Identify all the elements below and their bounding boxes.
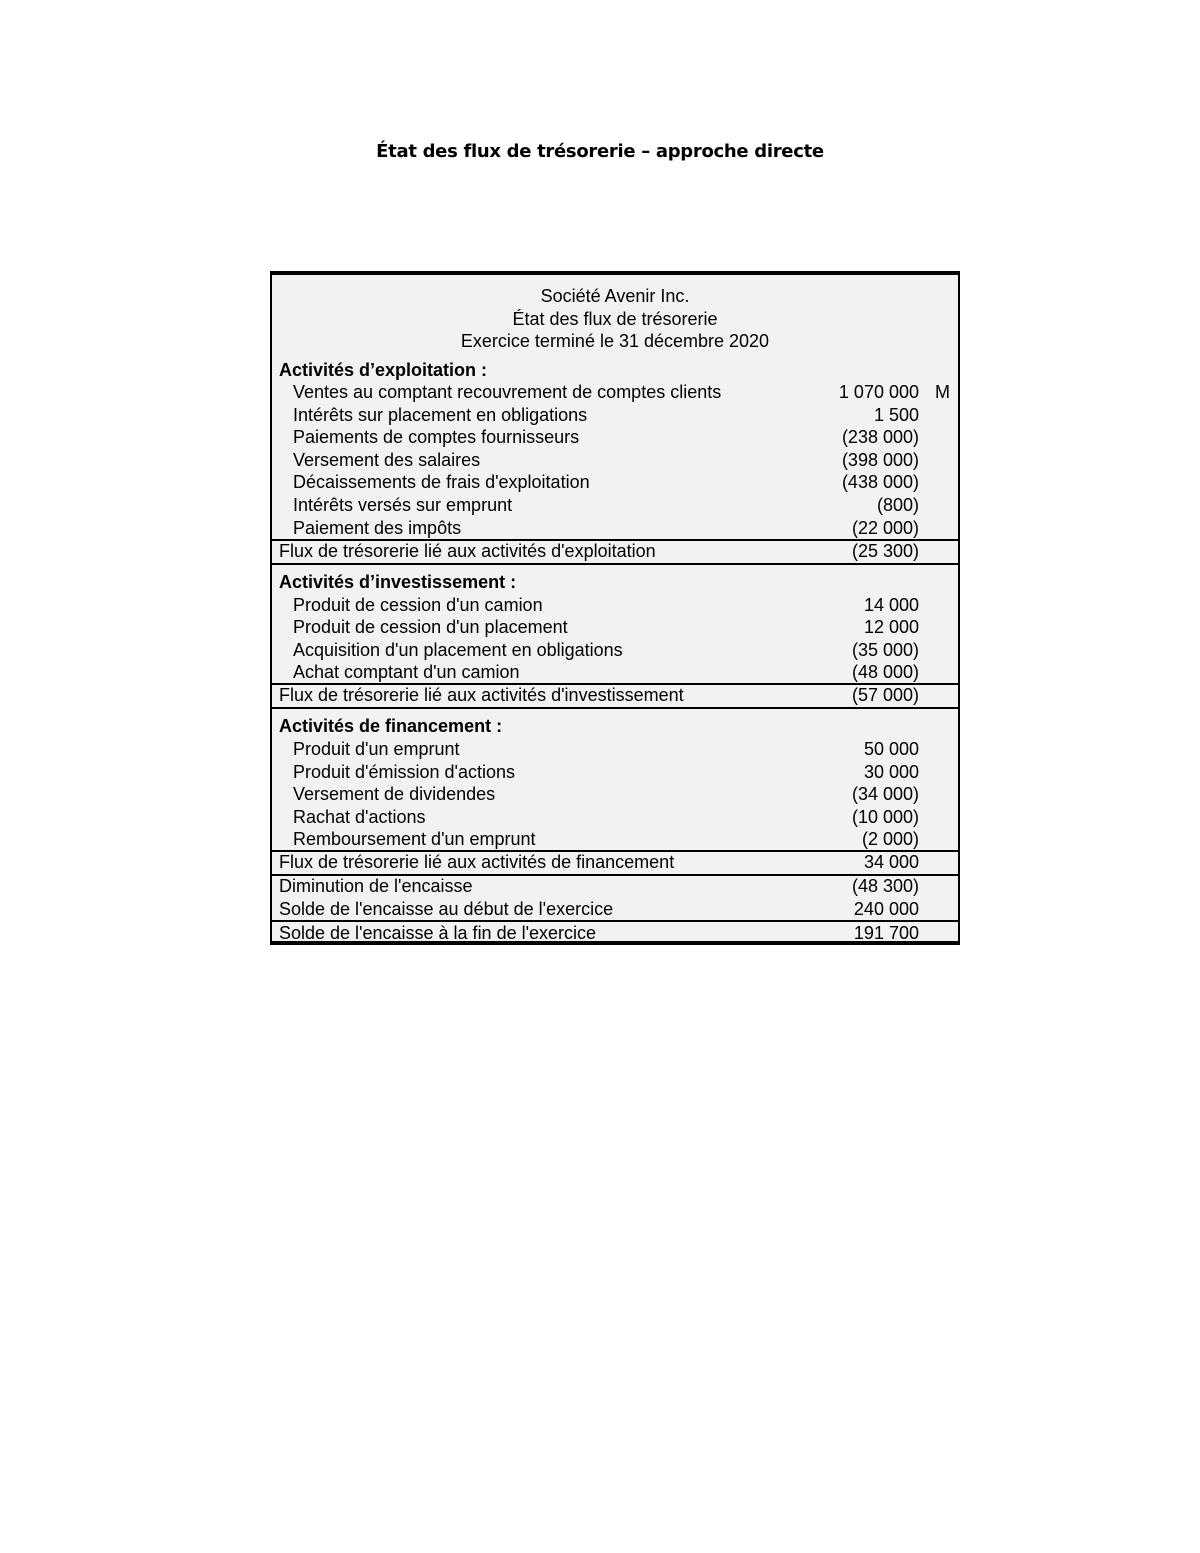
table-row [272,426,958,449]
page-title: État des flux de trésorerie – approche directe [376,141,824,162]
row-label: Remboursement d'un emprunt [293,829,536,849]
table-row [272,738,958,761]
total-row-financement [272,851,958,874]
table-row [272,806,958,829]
row-amount: (22 000) [851,518,919,538]
row-amount: (48 300) [851,876,919,896]
table-row [272,517,958,540]
company-name: Société Avenir Inc. [540,286,690,306]
row-label: Flux de trésorerie lié aux activités d'exploitation [279,541,656,561]
row-label: Produit de cession d'un camion [293,595,543,615]
row-amount: (238 000) [841,427,919,447]
row-amount: (57 000) [851,685,919,705]
row-label: Produit d'émission d'actions [293,762,515,782]
row-amount: (34 000) [851,784,919,804]
row-amount: 30 000 [863,762,919,782]
row-label: Flux de trésorerie lié aux activités d'investissement [279,685,684,705]
table-row [272,828,958,851]
divider [272,563,958,565]
table-row [272,494,958,517]
section-heading-label: Activités d’exploitation : [279,360,488,380]
section-heading-financement [272,715,958,738]
summary-row [272,875,958,898]
table-row [272,471,958,494]
row-label: Rachat d'actions [293,807,426,827]
row-label: Solde de l'encaisse au début de l'exercice [279,899,614,919]
row-amount: (25 300) [851,541,919,561]
table-row [272,404,958,427]
row-label: Décaissements de frais d'exploitation [293,472,590,492]
row-amount: (48 000) [851,662,919,682]
table-row [272,783,958,806]
table-row [272,381,958,404]
row-amount: 14 000 [863,595,919,615]
row-amount: 240 000 [853,899,919,919]
row-amount: (800) [876,495,919,515]
table-row [272,616,958,639]
row-amount: 1 500 [873,405,919,425]
row-label: Diminution de l'encaisse [279,876,473,896]
row-label: Intérêts sur placement en obligations [293,405,588,425]
row-label: Achat comptant d'un camion [293,662,520,682]
row-amount: 191 700 [853,923,919,943]
section-heading-label: Activités de financement : [279,716,503,736]
table-row [272,449,958,472]
divider [272,707,958,709]
row-label: Paiement des impôts [293,518,462,538]
row-label: Acquisition d'un placement en obligations [293,640,623,660]
section-heading-investissement [272,571,958,594]
row-label: Ventes au comptant recouvrement de comptes clients [293,382,722,402]
row-amount: (2 000) [861,829,919,849]
table-row [272,639,958,662]
row-label: Solde de l'encaisse à la fin de l'exercice [279,923,597,943]
summary-row [272,898,958,921]
statement-name: État des flux de trésorerie [512,308,718,329]
row-label: Versement des salaires [293,450,481,470]
table-row [272,661,958,684]
row-mark: M [935,382,950,402]
total-row-exploitation [272,540,958,563]
row-amount: (35 000) [851,640,919,660]
table-row [272,594,958,617]
row-label: Produit d'un emprunt [293,739,460,759]
row-amount: 1 070 000 [838,382,919,402]
row-label: Intérêts versés sur emprunt [293,495,513,515]
final-balance-row [272,922,958,945]
row-label: Flux de trésorerie lié aux activités de financement [279,852,675,872]
row-label: Versement de dividendes [293,784,496,804]
row-amount: (438 000) [841,472,919,492]
row-amount: 34 000 [863,852,919,872]
row-label: Paiements de comptes fournisseurs [293,427,580,447]
row-amount: (398 000) [841,450,919,470]
total-row-investissement [272,684,958,707]
section-heading-exploitation [272,359,958,382]
row-amount: 50 000 [863,739,919,759]
row-label: Produit de cession d'un placement [293,617,568,637]
statement-period: Exercice terminé le 31 décembre 2020 [460,331,770,352]
section-heading-label: Activités d’investissement : [279,572,517,592]
row-amount: (10 000) [851,807,919,827]
row-amount: 12 000 [863,617,919,637]
table-row [272,761,958,784]
statement-header [272,285,958,353]
cash-flow-statement-table [270,271,960,945]
